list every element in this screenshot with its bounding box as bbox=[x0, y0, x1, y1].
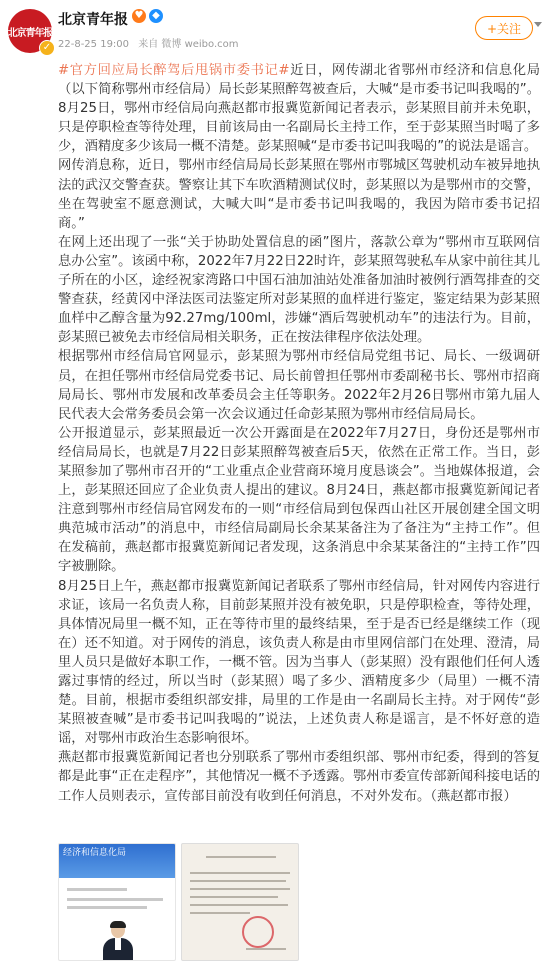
post-paragraph: 根据鄂州市经信局官网显示，彭某照为鄂州市经信局党组书记、局长、一级调研员，在担任鄂州市经信局党委书记、局长前曾担任鄂州市委副秘书长、鄂州市招商局局长、鄂州市发展和改革委员会主任等职务。2022年2月26日鄂州市第九届人民代表大会常务委员会第一次会议通过任命彭某照为鄂州市经信局局长。 bbox=[58, 349, 540, 422]
topic-link[interactable]: #官方回应局长醉驾后甩锅市委书记# bbox=[58, 63, 290, 78]
text-line bbox=[190, 880, 286, 882]
post-source: 来自 微博 weibo.com bbox=[138, 39, 239, 50]
verified-icon: ✓ bbox=[39, 40, 55, 56]
post-paragraph: 8月25日上午，燕赵都市报冀览新闻记者联系了鄂州市经信局，针对网传内容进行求证，该局一名负责人称，目前彭某照并没有被免职，只是停职检查，等待处理，具体情况局里一概不知，正在等待市里的最终结果，至于是否已经是继续工作（现在）还不知道。对于网传的消息，该负责人称是由市里网信部门在处理、澄清，局里人员只是做好本职工作，一概不管。因为当事人（彭某照）没有跟他们任何人透露过事情的经过，所以当时（彭某照）喝了多少、酒精度多少（局里）一概不清楚。目前，根据市委组织部安排，局里的工作是由一名副局长主持。对于网传“彭某照被查喊”是市委书记叫我喝的”说法，上述负责人称是谣言，是不怀好意的造谣，对鄂州市政治生态影响很坏。 bbox=[58, 578, 540, 747]
post-paragraph: 网传消息称，近日，鄂州市经信局局长彭某照在鄂州市鄂城区驾驶机动车被异地执法的武汉交警查获。警察让其下车吹酒精测试仪时，彭某照以为是鄂州市的交警，坐在驾驶室不愿意测试，大喊大叫“是市委书记叫我喝的，我因为陪市委书记招商。” bbox=[58, 158, 540, 231]
user-name[interactable]: 北京青年报 bbox=[58, 12, 128, 28]
post-paragraph bbox=[58, 61, 540, 156]
post-timestamp[interactable]: 22-8-25 19:00 bbox=[58, 39, 130, 50]
text-line bbox=[190, 888, 290, 890]
post-content bbox=[58, 61, 540, 806]
post-meta bbox=[58, 35, 245, 50]
image-caption: 经济和信息化局 bbox=[63, 848, 127, 858]
text-line bbox=[67, 898, 163, 901]
text-line bbox=[190, 896, 278, 898]
text-line bbox=[190, 904, 288, 906]
official-portrait bbox=[103, 922, 133, 961]
official-seal bbox=[242, 916, 274, 948]
text-line bbox=[190, 872, 290, 874]
text-line bbox=[190, 912, 250, 914]
vip-badge-icon[interactable]: ◆ bbox=[149, 9, 163, 23]
post-paragraph: 在网上还出现了一张“关于协助处置信息的函”图片，落款公章为“鄂州市互联网信息办公室”。该函中称，2022年7月22日22时许，彭某照驾驶私车从家中前往其儿子所在的小区，途经祝家湾路口中国石油加油站处准备加油时被例行酒驾排查的交警查获，经黄冈中泽法医司法鉴定所对彭某照的血样进行鉴定，鉴定结果为彭某照血样中乙醇含量为92.27mg/100ml，涉嫌“酒后驾驶机动车”的违法行为。目前，彭某照已被免去市经信局相关职务，正在按法律程序依法处理。 bbox=[58, 234, 540, 346]
post-paragraph: 燕赵都市报冀览新闻记者也分别联系了鄂州市委组织部、鄂州市纪委，得到的答复都是此事“正在走程序”，其他情况一概不予透露。鄂州市委宣传部新闻科接电话的工作人员则表示，宣传部目前没有收到任何消息，不对外发布。（燕赵都市报） bbox=[58, 750, 540, 804]
text-line bbox=[246, 948, 286, 950]
text-line bbox=[67, 888, 127, 891]
follow-button[interactable]: +关注 bbox=[475, 16, 533, 40]
post-image-website[interactable] bbox=[58, 843, 176, 961]
user-badges bbox=[132, 9, 163, 23]
post-image-document[interactable] bbox=[181, 843, 299, 961]
website-banner bbox=[59, 844, 175, 878]
avatar-logo-text: 北京青年报 bbox=[8, 27, 52, 39]
text-line bbox=[206, 856, 276, 858]
text-line bbox=[67, 906, 147, 909]
paragraph-text: 近日，网传湖北省鄂州市经济和信息化局（以下简称鄂州市经信局）局长彭某照醉驾被查后，大喊“是市委书记叫我喝的”。8月25日，鄂州市经信局向燕赵都市报冀览新闻记者表示，彭某照目前并未免职，只是停职检查等待处理，目前该局由一名副局长主持工作，至于彭某照当时喝了多少，酒精度多少该局一概不清楚。彭某照喊“是市委书记叫我喝的”的说法是谣言。 bbox=[58, 63, 540, 155]
post-paragraph: 公开报道显示，彭某照最近一次公开露面是在2022年7月27日，身份还是鄂州市经信局局长，也就是7月22日彭某照醉驾被查后5天，依然在正常工作。当日，彭某照参加了鄂州市召开的“工业重点企业营商环境月度恳谈会”。当地媒体报道，会上，彭某照还回应了企业负责人提出的建议。8月24日，燕赵都市报冀览新闻记者注意到鄂州市经信局官网发布的一则“市经信局到包保西山社区开展创建全国文明典范城市活动”的消息中，市经信局副局长余某某备注为了备注为“主持工作”。但在发稿前，燕赵都市报冀览新闻记者发现，这条消息中余某某备注的“主持工作”四字被删除。 bbox=[58, 425, 540, 575]
chevron-down-icon[interactable] bbox=[534, 22, 542, 27]
fire-badge-icon[interactable]: ♥ bbox=[132, 9, 146, 23]
